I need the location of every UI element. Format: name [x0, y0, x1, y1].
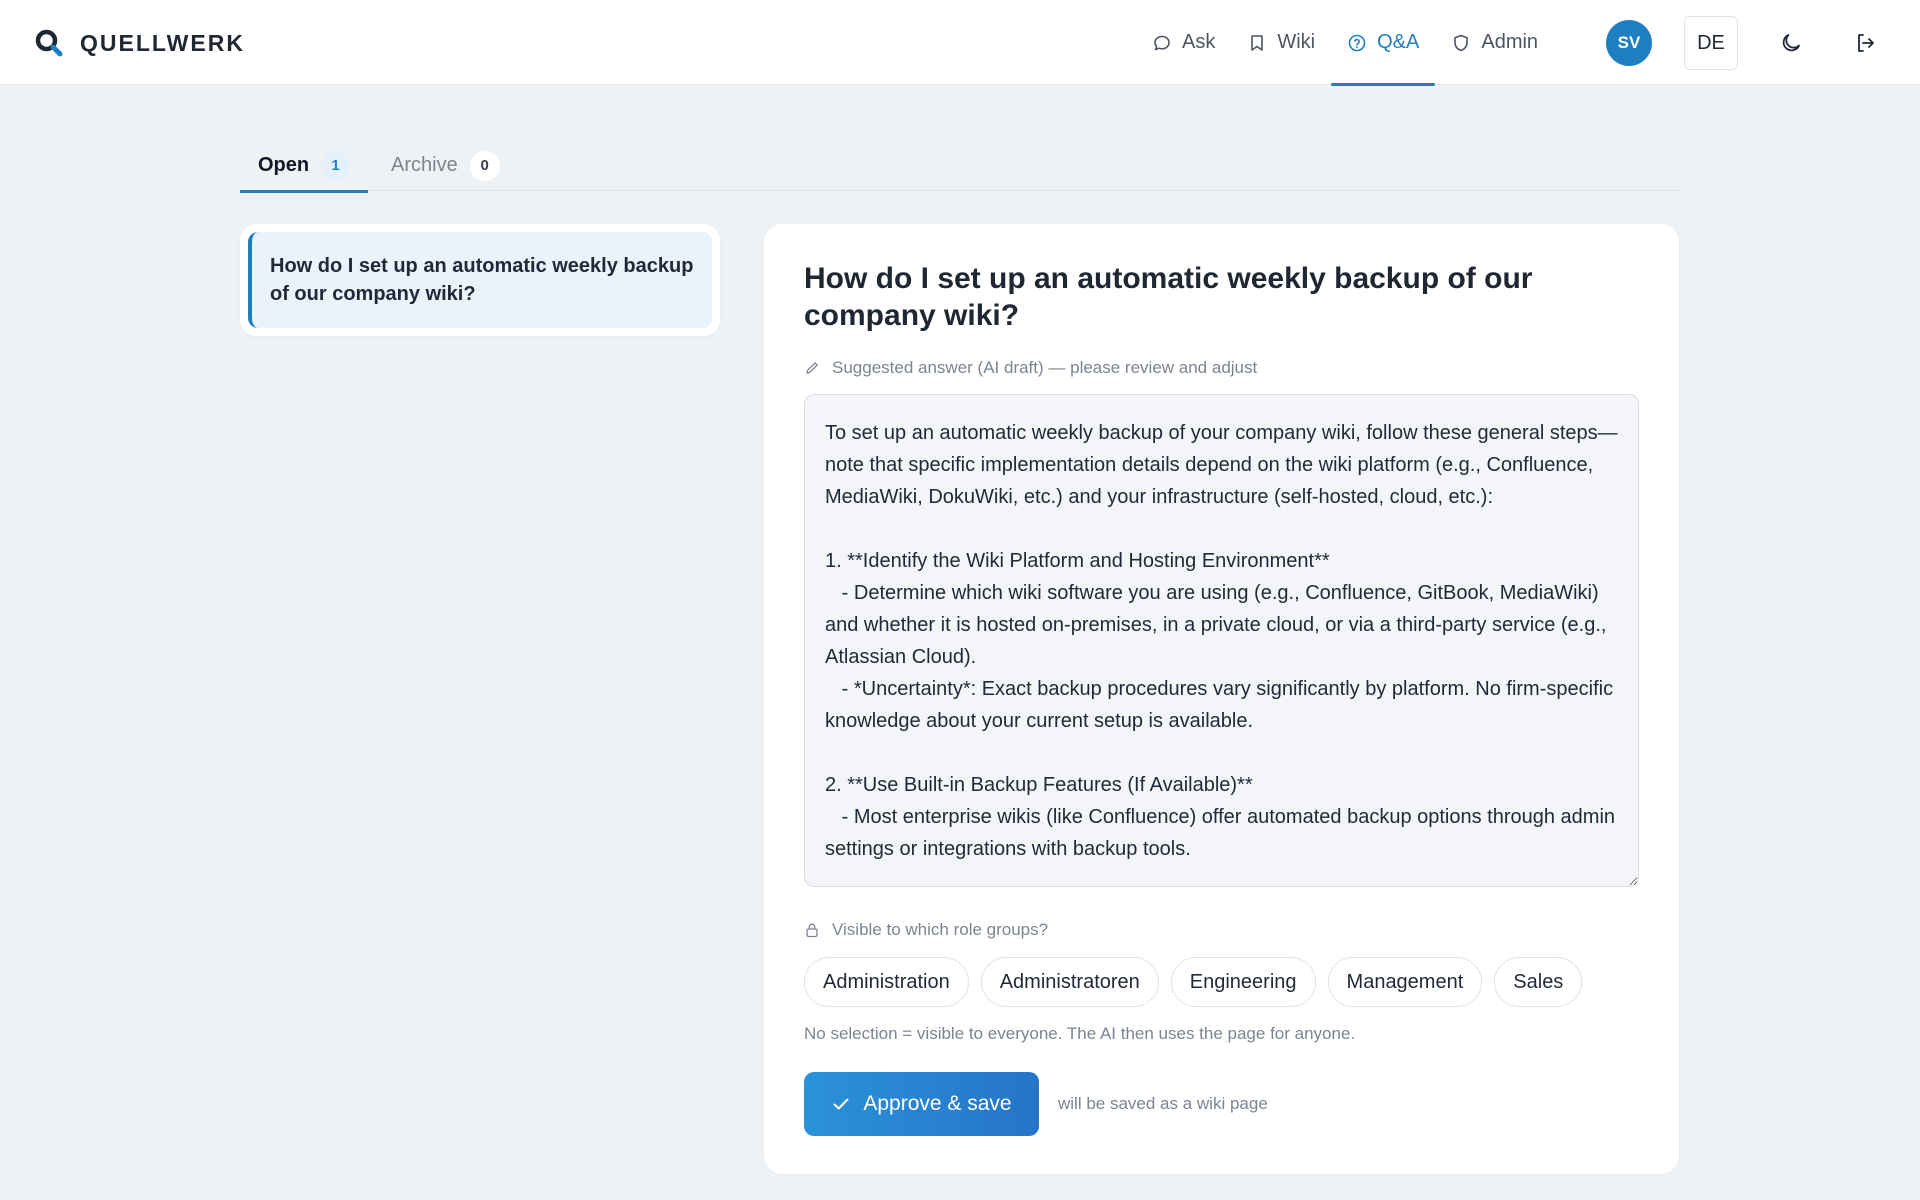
role-chip-management[interactable]: Management	[1328, 957, 1483, 1007]
question-list	[240, 224, 720, 336]
nav-wiki[interactable]	[1231, 0, 1331, 85]
checkmark-icon	[831, 1094, 851, 1114]
roles-label	[804, 920, 1048, 940]
tab-archive-label: Archive	[391, 154, 458, 176]
brand[interactable]	[34, 26, 245, 60]
approve-save-label: Approve & save	[863, 1092, 1012, 1115]
top-header	[0, 0, 1920, 85]
tab-open-label: Open	[258, 154, 310, 176]
brand-name: QUELLWERK	[80, 29, 245, 56]
logout-icon	[1854, 31, 1878, 55]
lock-icon	[804, 922, 820, 938]
nav-qa[interactable]	[1331, 0, 1435, 85]
question-text: How do I set up an automatic weekly backup of our company wiki?	[270, 255, 694, 305]
role-chips	[804, 957, 1594, 1007]
language-button[interactable]: DE	[1684, 16, 1738, 70]
shield-icon	[1451, 33, 1471, 53]
nav-ask[interactable]	[1136, 0, 1231, 85]
tab-open[interactable]	[240, 140, 368, 191]
nav-wiki-label: Wiki	[1277, 31, 1316, 53]
answer-textarea[interactable]	[804, 394, 1639, 887]
logout-button[interactable]	[1847, 24, 1885, 62]
archive-count-badge: 0	[470, 151, 500, 181]
question-circle-icon	[1347, 33, 1367, 53]
question-detail	[764, 224, 1679, 1174]
role-chip-engineering[interactable]: Engineering	[1171, 957, 1316, 1007]
search-logo-icon	[34, 28, 64, 58]
theme-toggle-button[interactable]	[1772, 24, 1810, 62]
nav-ask-label: Ask	[1182, 31, 1216, 53]
ai-draft-hint-text: Suggested answer (AI draft) — please review and adjust	[832, 358, 1258, 377]
save-note: will be saved as a wiki page	[1058, 1094, 1268, 1113]
qa-tabs	[240, 140, 1680, 191]
chat-bubble-icon	[1152, 33, 1172, 53]
role-chip-administratoren[interactable]: Administratoren	[981, 957, 1159, 1007]
main-nav	[1136, 0, 1554, 85]
nav-admin-label: Admin	[1481, 31, 1539, 53]
moon-icon	[1779, 31, 1803, 55]
role-chip-sales[interactable]: Sales	[1494, 957, 1582, 1007]
list-item[interactable]	[248, 232, 712, 328]
page-title: How do I set up an automatic weekly backup of our company wiki?	[804, 262, 1533, 332]
role-chip-administration[interactable]: Administration	[804, 957, 969, 1007]
tab-archive[interactable]	[391, 140, 500, 191]
roles-label-text: Visible to which role groups?	[832, 920, 1049, 939]
pencil-icon	[804, 360, 820, 376]
approve-save-button[interactable]	[804, 1072, 1039, 1136]
nav-qa-label: Q&A	[1377, 31, 1420, 53]
nav-admin[interactable]	[1435, 0, 1554, 85]
roles-note: No selection = visible to everyone. The AI then uses the page for anyone.	[804, 1024, 1356, 1043]
avatar[interactable]: SV	[1606, 20, 1652, 66]
open-count-badge: 1	[321, 151, 350, 181]
bookmark-icon	[1247, 33, 1267, 53]
ai-draft-hint	[804, 358, 1257, 378]
